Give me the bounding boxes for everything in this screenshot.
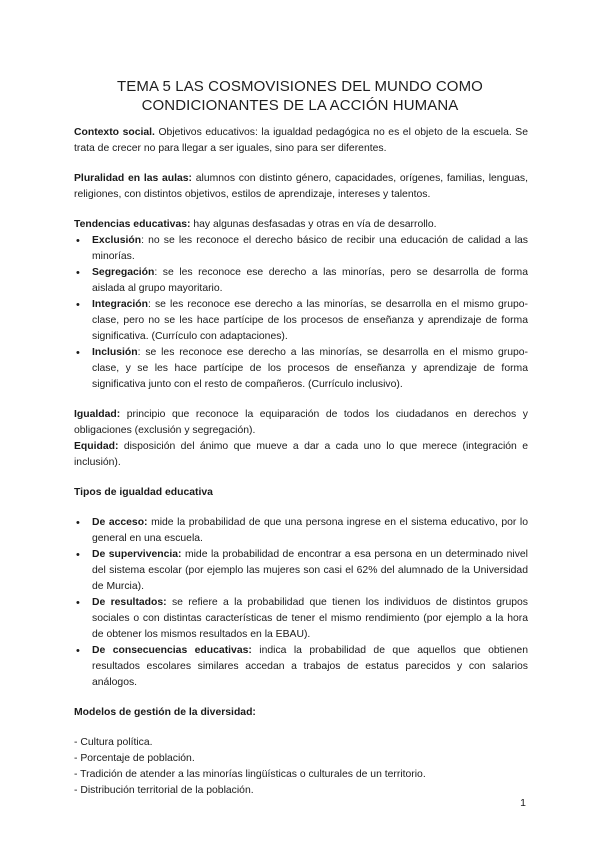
title-line-1: TEMA 5 LAS COSMOVISIONES DEL MUNDO COMO bbox=[117, 78, 483, 95]
tendencias-paragraph bbox=[74, 217, 528, 233]
list-item bbox=[74, 547, 528, 595]
list-item-label: Segregación bbox=[92, 267, 155, 278]
tipos-heading bbox=[74, 485, 528, 501]
pluralidad-label: Pluralidad en las aulas: bbox=[74, 173, 193, 184]
list-item-label: Integración bbox=[92, 299, 149, 310]
tipos-heading-text: Tipos de igualdad educativa bbox=[74, 487, 213, 498]
list-item-label: De acceso: bbox=[92, 517, 148, 528]
list-item bbox=[74, 643, 528, 691]
list-item-label: De resultados: bbox=[92, 597, 167, 608]
list-item-text: : no se les reconoce el derecho básico de recibir una educación de calidad a las minorías. bbox=[92, 235, 528, 262]
page-title bbox=[60, 77, 540, 115]
list-item-label: De supervivencia: bbox=[92, 549, 182, 560]
list-item: - Porcentaje de población. bbox=[74, 753, 195, 764]
list-item-label: Exclusión bbox=[92, 235, 142, 246]
list-item bbox=[74, 297, 528, 345]
igualdad-paragraph bbox=[74, 407, 528, 439]
list-item-text: indica la probabilidad de que aquellos que obtienen resultados escolares similares accedan a trabajos de estatus parecidos y con salarios análogos. bbox=[92, 645, 528, 688]
tendencias-list bbox=[74, 233, 528, 393]
list-item-text: : se les reconoce ese derecho a las minorías, pero se desarrolla de forma aislada al grupo mayoritario. bbox=[92, 267, 528, 294]
list-item bbox=[74, 515, 528, 547]
equidad-label: Equidad: bbox=[74, 441, 119, 452]
contexto-paragraph bbox=[74, 125, 528, 157]
tipos-list bbox=[74, 515, 528, 691]
tendencias-label: Tendencias educativas: bbox=[74, 219, 191, 230]
modelos-list bbox=[74, 735, 528, 799]
modelos-heading bbox=[74, 705, 528, 721]
list-item: - Tradición de atender a las minorías lingüísticas o culturales de un territorio. bbox=[74, 769, 426, 780]
igualdad-text: principio que reconoce la equiparación de todos los ciudadanos en derechos y obligaciones (exclusión y segregación). bbox=[74, 409, 528, 436]
list-item-text: se refiere a la probabilidad que tienen los individuos de distintos grupos sociales o con distintas características de tener el mismo rendimiento (por ejemplo a la hora de obtener los mismos resultados en la EBAU). bbox=[92, 597, 528, 640]
igualdad-label: Igualdad: bbox=[74, 409, 121, 420]
list-item bbox=[74, 595, 528, 643]
list-item-text: : se les reconoce ese derecho a las minorías, se desarrolla en el mismo grupo-clase, y se les hace partícipe de los procesos de enseñanza y aprendizaje de forma significativa junto con el resto de compañeros. (Currículo inclusivo). bbox=[92, 347, 528, 390]
list-item-text: mide la probabilidad de encontrar a esa persona en un determinado nivel del sistema escolar (por ejemplo las mujeres son casi el 62% del alumnado de la Universidad de Murcia). bbox=[92, 549, 528, 592]
list-item: - Distribución territorial de la población. bbox=[74, 785, 254, 796]
list-item bbox=[74, 233, 528, 265]
list-item-label: Inclusión bbox=[92, 347, 138, 358]
page-number: 1 bbox=[520, 797, 526, 809]
document-body bbox=[74, 125, 528, 799]
list-item bbox=[74, 345, 528, 393]
modelos-heading-text: Modelos de gestión de la diversidad: bbox=[74, 707, 256, 718]
list-item-text: mide la probabilidad de que una persona ingrese en el sistema educativo, por lo general en una escuela. bbox=[92, 517, 529, 544]
list-item-label: De consecuencias educativas: bbox=[92, 645, 252, 656]
pluralidad-paragraph bbox=[74, 171, 528, 203]
list-item bbox=[74, 265, 528, 297]
contexto-text: Objetivos educativos: la igualdad pedagógica no es el objeto de la escuela. Se trata de crecer no para llegar a ser iguales, sino para ser diferentes. bbox=[74, 127, 528, 154]
title-line-2: CONDICIONANTES DE LA ACCIÓN HUMANA bbox=[141, 97, 459, 114]
list-item-text: : se les reconoce ese derecho a las minorías, se desarrolla en el mismo grupo-clase, pero no se les hace partícipe de los procesos de enseñanza y aprendizaje de forma significativa. (Currículo con adaptaciones). bbox=[92, 299, 528, 342]
equidad-paragraph bbox=[74, 439, 528, 471]
equidad-text: disposición del ánimo que mueve a dar a cada uno lo que merece (integración e inclusión). bbox=[74, 441, 528, 468]
list-item: - Cultura política. bbox=[74, 737, 153, 748]
contexto-label: Contexto social. bbox=[74, 127, 155, 138]
tendencias-text: hay algunas desfasadas y otras en vía de desarrollo. bbox=[190, 219, 437, 230]
pluralidad-text: alumnos con distinto género, capacidades, orígenes, familias, lenguas, religiones, con distintos objetivos, estilos de aprendizaje, intereses y talentos. bbox=[74, 173, 529, 200]
